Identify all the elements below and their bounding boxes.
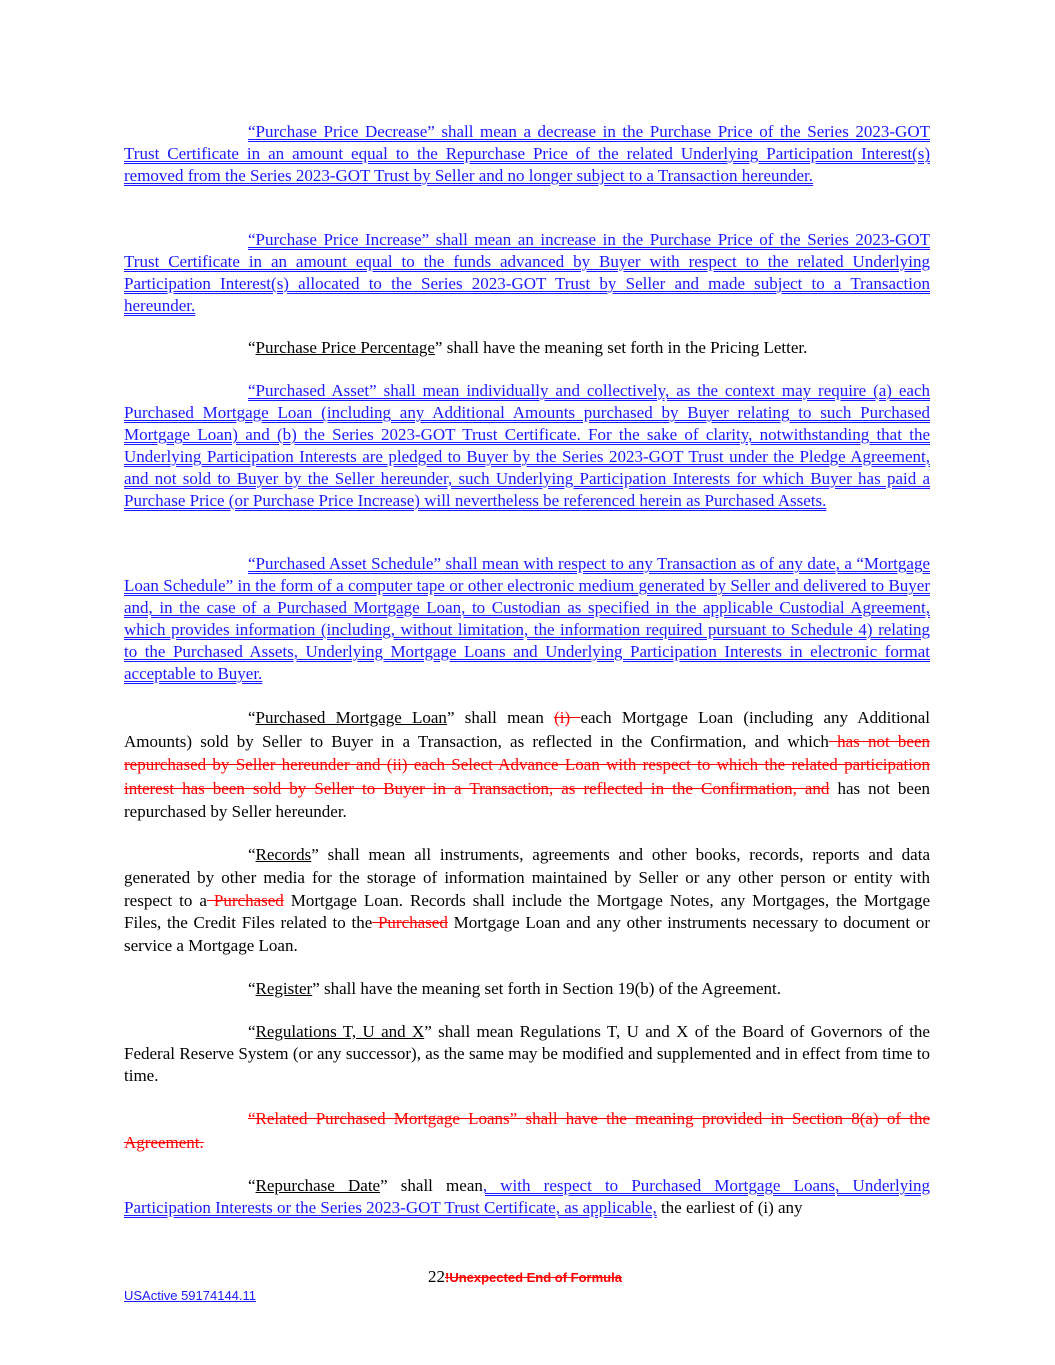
inserted-text: , with respect to Purchased Mortgage Loans, Underlying Participation Interests or the Series 2023-GOT Trust Certificate, as applicable, (124, 1176, 930, 1217)
deleted-text: Purchased (206, 890, 284, 910)
body-text: ” shall have the meaning set forth in Section 19(b) of the Agreement. (312, 979, 781, 998)
body-text: “ (248, 979, 256, 998)
definition-purchased-asset-schedule (124, 553, 930, 684)
body-text: ” shall have the meaning set forth in the Pricing Letter. (434, 338, 808, 357)
defined-term: Regulations T, U and X (255, 1022, 425, 1041)
definition-purchased-mortgage-loan (124, 706, 930, 824)
definition-purchase-price-decrease (124, 121, 930, 187)
defined-term: Purchase Price Percentage (255, 338, 435, 357)
deleted-text: (i) (554, 708, 581, 727)
inserted-text: “Purchase Price Decrease” shall mean a decrease in the Purchase Price of the Series 2023-GOT Trust Certificate in an amount equal to the Repurchase Price of the related Underlying Participation Interest(s) removed from the Series 2023-GOT Trust by Seller and no longer subject to a Transaction hereunder. (124, 122, 930, 185)
body-text: the earliest of (i) any (656, 1197, 803, 1217)
page-number (428, 1267, 622, 1287)
inserted-text: “Purchased Asset” shall mean individually and collectively, as the context may require (a) each Purchased Mortgage Loan (including any Additional Amounts purchased by Buyer relating to such Purchased Mortgage Loan) and (b) the Series 2023-GOT Trust Certificate. For the sake of clarity, notwithstanding that the Underlying Participation Interests are pledged to Buyer by the Series 2023-GOT Trust under the Pledge Agreement, and not sold to Buyer by the Seller hereunder, such Underlying Participation Interests for which Buyer has paid a Purchase Price (or Purchase Price Increase) will nevertheless be referenced herein as Purchased Assets. (124, 381, 930, 510)
body-text: ” shall mean (446, 708, 555, 727)
deleted-text: “Related Purchased Mortgage Loans” shall have the meaning provided in Section 8(a) of the Agreement. (124, 1109, 930, 1152)
inserted-text: “Purchased Asset Schedule” shall mean with respect to any Transaction as of any date, a “Mortgage Loan Schedule” in the form of a computer tape or other electronic medium generated by Seller and delivered to Buyer and, in the case of a Purchased Mortgage Loan, to Custodian as specified in the applicable Custodial Agreement, which provides information (including, without limitation, the information required pursuant to Schedule 4) relating to the Purchased Assets, Underlying Mortgage Loans and Underlying Participation Interests in electronic format acceptable to Buyer. (124, 554, 930, 683)
page-number-value: 22 (428, 1267, 445, 1286)
inserted-text: “Purchase Price Increase” shall mean an increase in the Purchase Price of the Series 2023-GOT Trust Certificate in an amount equal to the funds advanced by Buyer with respect to the related Underlying Participation Interest(s) allocated to the Series 2023-GOT Trust by Seller and made subject to a Transaction hereunder. (124, 230, 930, 315)
body-text: “ (248, 1022, 256, 1041)
definition-purchase-price-percentage (124, 337, 930, 359)
defined-term: Register (255, 979, 313, 998)
deleted-text: Purchased (372, 913, 448, 933)
body-text: ” shall mean all instruments, agreements and other books, records, reports and data generated by other media for the storage of information maintained by Seller or any other person or entity with respect to a (124, 845, 930, 910)
definition-purchased-asset (124, 380, 930, 511)
body-text: Mortgage Loan and any other instruments necessary to document or service a Mortgage Loan. (124, 913, 931, 956)
body-text: each Mortgage Loan (including any Additional Amounts) sold by Seller to Buyer in a Transaction, as reflected in the Confirmation, and which (124, 708, 931, 751)
body-text: ” shall mean (380, 1176, 483, 1195)
deleted-text: has not been repurchased by Seller hereunder and (ii) each Select Advance Loan with respect to which the related participation interest has been sold by Seller to Buyer in a Transaction, as reflected in the Confirmation, and (124, 731, 930, 798)
definition-regulations (124, 1021, 930, 1087)
body-text: “ (248, 708, 256, 727)
body-text: “ (248, 338, 256, 357)
body-text: Mortgage Loan. Records shall include the Mortgage Notes, any Mortgages, the Mortgage Files, the Credit Files related to the (124, 890, 930, 933)
body-text: “ (248, 1176, 256, 1195)
formula-error-text: !Unexpected End of Formula (445, 1270, 622, 1285)
definition-related-purchased-mortgage-loans (124, 1107, 930, 1154)
defined-term: Repurchase Date (255, 1176, 381, 1195)
defined-term: Records (255, 845, 312, 864)
document-id: USActive 59174144.11 (124, 1288, 257, 1303)
body-text: has not been repurchased by Seller hereunder. (124, 778, 930, 821)
definition-purchase-price-increase (124, 229, 930, 317)
definition-register (124, 978, 930, 1000)
defined-term: Purchased Mortgage Loan (255, 708, 447, 727)
definition-repurchase-date (124, 1175, 930, 1219)
definition-records (124, 844, 930, 958)
body-text: “ (248, 845, 256, 864)
body-text: ” shall mean Regulations T, U and X of the Board of Governors of the Federal Reserve System (or any successor), as the same may be modified and supplemented and in effect from time to time. (124, 1022, 930, 1085)
